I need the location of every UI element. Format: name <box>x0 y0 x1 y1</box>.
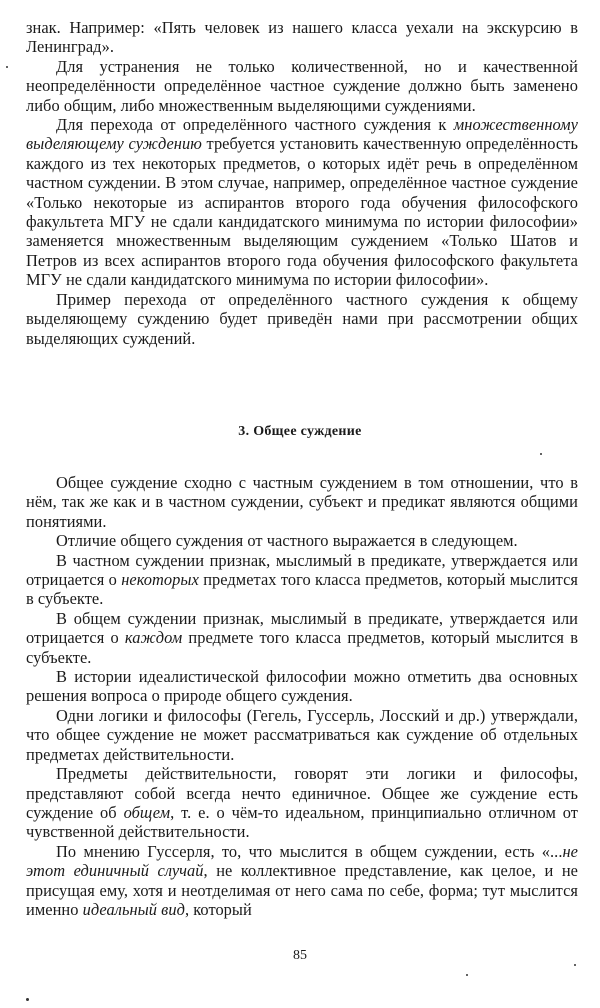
section-paragraph-2: Отличие общего суждения от частного выражается в следующем. <box>56 531 518 551</box>
section-paragraph-4 <box>26 609 578 667</box>
paragraph-3-b: требуется установить качественную определённость каждого из тех некоторых предметов, о которых идёт речь в определённом частном суждении. В этом случае, например, определённое частное суждение «Только некоторые из аспирантов второго года обучения философского факультета МГУ не сдали кандидатского минимума по истории философии» заменяется множественным выделяющим суждением «Только Шатов и Петров из всех аспирантов второго года обучения философского факультета МГУ не сдали кандидатского минимума по истории философии». <box>26 134 578 290</box>
section-paragraph-4-italic: каждом <box>124 628 183 648</box>
paragraph-4: Пример перехода от определённого частного суждения к общему выделяющему суждению будет приведён нами при рассмотрении общих выделяющих суждений. <box>26 289 578 348</box>
section-paragraph-7-a: Предметы действительности, говорят эти логики и философы, представляют собой всегда нечто единичное. Общее же суждение есть суждение об <box>26 764 578 822</box>
paragraph-3 <box>26 115 578 290</box>
paragraph-2: Для устранения не только количественной, но и качественной неопределённости определённое частное суждение должно быть заменено либо общим, либо множественным выделяющими суждениями. <box>26 56 578 115</box>
scan-speck <box>6 66 8 68</box>
scan-speck <box>574 964 576 966</box>
section-paragraph-7-b: , т. е. о чём-то идеальном, принципиально отличном от чувственной действительности. <box>26 802 578 842</box>
section-paragraph-8 <box>26 842 578 920</box>
section-paragraph-8-a: По мнению Гуссерля, то, что мыслится в общем суждении, есть «... <box>56 841 563 861</box>
paragraph-3-italic: множественному выделяющему суждению <box>26 115 578 154</box>
section-paragraph-4-b: предмете того класса предметов, который мыслится в субъекте. <box>26 628 578 667</box>
paragraph-3-a: Для перехода от определённого частного суждения к <box>56 115 454 135</box>
section-paragraph-8-c: , который <box>184 899 252 919</box>
section-paragraph-6: Одни логики и философы (Гегель, Гуссерль, Лосский и др.) утверждали, что общее суждение не может рассматриваться как суждение об отдельных предметах действительности. <box>26 705 578 764</box>
scan-speck <box>466 974 468 976</box>
page-number: 85 <box>293 948 307 963</box>
section-paragraph-1: Общее суждение сходно с частным суждением в том отношении, что в нём, так же как и в частном суждении, субъект и предикат являются общими понятиями. <box>26 473 578 531</box>
section-paragraph-3 <box>26 551 578 609</box>
paragraph-1: знак. Например: «Пять человек из нашего класса уехали на экскурсию в Ленинград». <box>26 18 578 57</box>
text-block-top <box>26 18 578 348</box>
section-paragraph-8-b: , не коллективное представление, как целое, и не присущая ему, хотя и неотделимая от него сама по себе, форма; тут мыслится именно <box>26 861 578 919</box>
section-paragraph-8-italic-1: не этот единичный случай <box>26 841 578 881</box>
scan-speck <box>26 998 29 1001</box>
section-paragraph-4-a: В общем суждении признак, мыслимый в предикате, утверждается или отрицается о <box>26 608 578 648</box>
section-paragraph-3-b: предметах того класса предметов, который мыслится в субъекте. <box>26 570 578 609</box>
section-paragraph-3-italic: некоторых <box>121 570 199 590</box>
section-paragraph-5: В истории идеалистической философии можно отметить два основных решения вопроса о природе общего суждения. <box>26 667 578 706</box>
text-block-section <box>26 473 578 919</box>
section-paragraph-7-italic: общем <box>123 802 171 822</box>
section-heading: 3. Общее суждение <box>238 424 362 439</box>
section-paragraph-3-a: В частном суждении признак, мыслимый в предикате, утверждается или отрицается о <box>26 550 578 590</box>
section-paragraph-7 <box>26 764 578 842</box>
scan-speck <box>540 453 542 455</box>
section-paragraph-8-italic-2: идеальный вид <box>82 899 185 919</box>
